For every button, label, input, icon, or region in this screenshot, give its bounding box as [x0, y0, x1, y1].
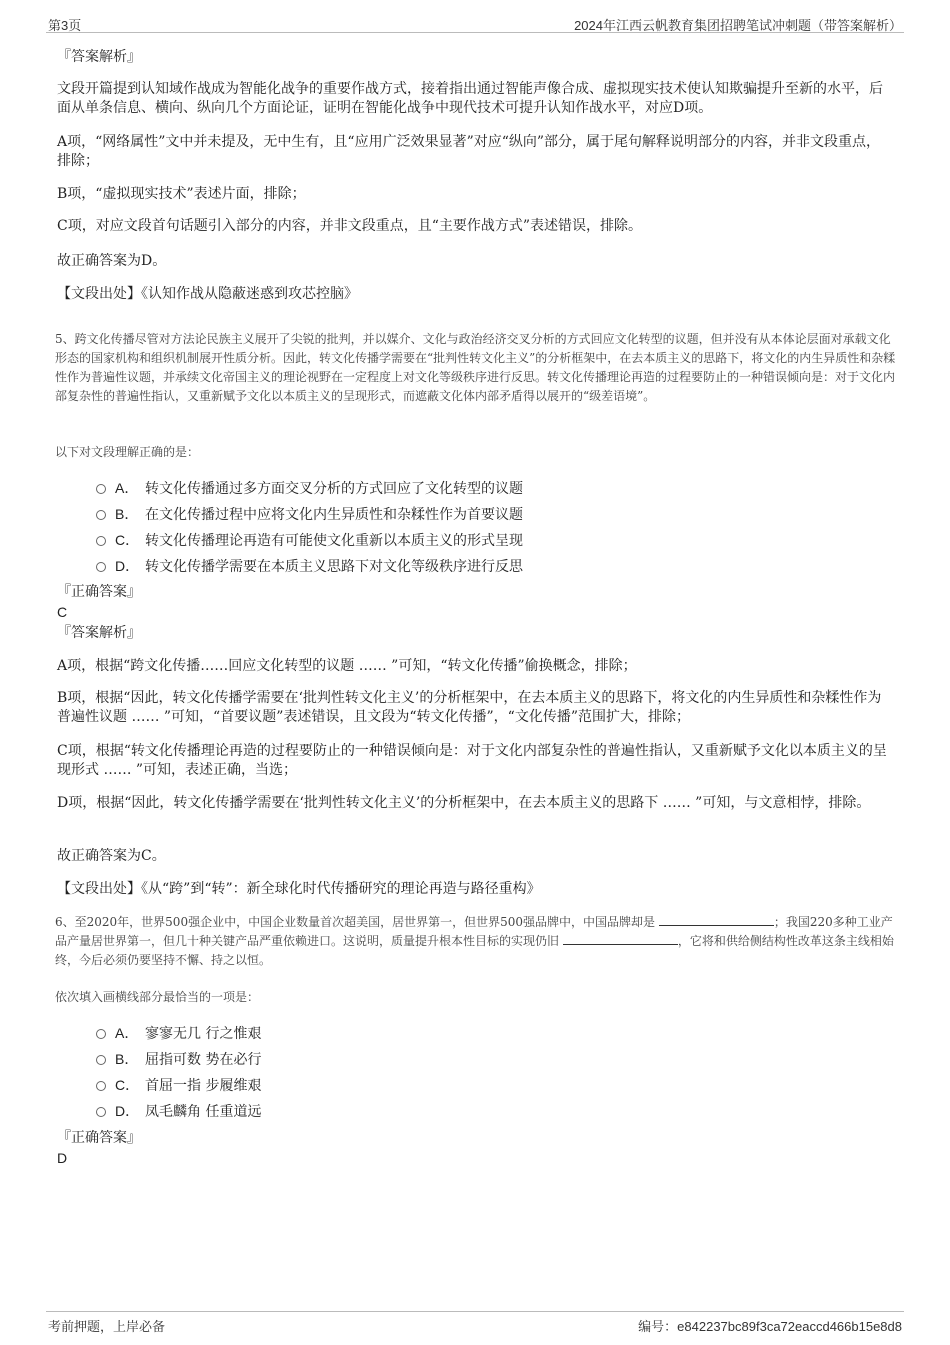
q5-option-b[interactable]: B． 在文化传播过程中应将文化内生异质性和杂糅性作为首要议题: [96, 504, 523, 525]
q6-stem: 6、至2020年，世界500强企业中，中国企业数量首次超美国，居世界第一，但世界500强品牌中，中国品牌却是 ；我国220多种工业产品产量居世界第一，但几十种关键产品严重依赖进口。这说明，质量提升根本性目标的实现仍旧 ，它将和供给侧结构性改革这条主线相始终，今后必须仍要坚持不懈、持之以恒。: [55, 915, 894, 967]
q5-stem: 5、跨文化传播尽管对方法论民族主义展开了尖锐的批判，并以媒介、文化与政治经济交叉分析的方式回应文化转型的议题，但并没有从本体论层面对承载文化形态的国家机构和组织机制展开性质分析。因此，转文化传播学需要在“批判性转文化主义”的分析框架中，在去本质主义的思路下，将文化的内生异质性和杂糅性作为普遍性议题，并承续文化帝国主义的理论视野在一定程度上对文化等级秩序进行反思。转文化传播理论再造的过程要防止的一种错误倾向是：对于文化内部复杂性的普遍性指认，又重新赋予文化以本质主义的呈现形式，而遮蔽文化体内部矛盾得以展开的“级差语境”。: [55, 332, 896, 403]
q6-option-d[interactable]: D． 凤毛麟角 任重道远: [96, 1101, 261, 1122]
q5-analysis-d: D项，根据“因此，转文化传播学需要在‘批判性转文化主义’的分析框架中，在去本质主义的思路下 …… ”可知，与文意相悖，排除。: [57, 795, 871, 811]
q5-option-d[interactable]: D． 转文化传播学需要在本质主义思路下对文化等级秩序进行反思: [96, 556, 523, 577]
q5-analysis-label: 『答案解析』: [57, 625, 141, 641]
q6-option-a[interactable]: A． 寥寥无几 行之惟艰: [96, 1023, 261, 1044]
q4-conclusion: 故正确答案为D。: [57, 253, 167, 269]
q6-option-b[interactable]: B． 屈指可数 势在必行: [96, 1049, 261, 1070]
q5-option-a[interactable]: A． 转文化传播通过多方面交叉分析的方式回应了文化转型的议题: [96, 478, 523, 499]
document-title: 2024年江西云帆教育集团招聘笔试冲刺题（带答案解析）: [574, 18, 902, 33]
q5-analysis-b: B项，根据“因此，转文化传播学需要在‘批判性转文化主义’的分析框架中，在去本质主义的思路下，将文化的内生异质性和杂糅性作为普遍性议题 …… ”可知，“首要议题”表述错误，且文段为“转文化传播”，“文化传播”范围扩大，排除；: [57, 690, 882, 725]
q6-question: 依次填入画横线部分最恰当的一项是：: [55, 990, 260, 1004]
document-id: 编号：e842237bc89f3ca72eaccd466b15e8d8: [638, 1319, 902, 1334]
footer-slogan: 考前押题，上岸必备: [48, 1319, 166, 1334]
q4-analysis-b: B项，“虚拟现实技术”表述片面，排除；: [57, 186, 306, 202]
radio-icon[interactable]: [96, 1107, 106, 1117]
page-number: 第3页: [48, 18, 82, 33]
q5-question: 以下对文段理解正确的是：: [55, 445, 200, 459]
q5-option-c[interactable]: C． 转文化传播理论再造有可能使文化重新以本质主义的形式呈现: [96, 530, 523, 551]
q6-answer-label: 『正确答案』: [57, 1130, 141, 1146]
radio-icon[interactable]: [96, 1055, 106, 1065]
radio-icon[interactable]: [96, 1029, 106, 1039]
radio-icon[interactable]: [96, 1081, 106, 1091]
q5-answer: C: [57, 604, 68, 620]
q4-analysis-main: 文段开篇提到认知域作战成为智能化战争的重要作战方式，接着指出通过智能声像合成、虚拟现实技术使认知欺骗提升至新的水平，后面从单条信息、横向、纵向几个方面论证，证明在智能化战争中现代技术可提升认知作战水平，对应D项。: [57, 81, 883, 116]
fill-blank-2[interactable]: [563, 932, 678, 945]
radio-icon[interactable]: [96, 562, 106, 572]
q5-analysis-a: A项，根据“跨文化传播……回应文化转型的议题 …… ”可知，“转文化传播”偷换概念，排除；: [57, 658, 637, 674]
page-header: [46, 12, 904, 33]
q6-option-c[interactable]: C． 首屈一指 步履维艰: [96, 1075, 261, 1096]
q4-analysis-a: A项，“网络属性”文中并未提及，无中生有，且“应用广泛效果显著”对应“纵向”部分，属于尾句解释说明部分的内容，并非文段重点，排除；: [57, 134, 881, 169]
q4-analysis-c: C项，对应文段首句话题引入部分的内容，并非文段重点，且“主要作战方式”表述错误，排除。: [57, 218, 643, 234]
q4-source: 【文段出处】《认知作战从隐蔽迷惑到攻芯控脑》: [57, 286, 358, 302]
radio-icon[interactable]: [96, 536, 106, 546]
q4-analysis-label: 『答案解析』: [57, 49, 141, 65]
radio-icon[interactable]: [96, 510, 106, 520]
q5-answer-label: 『正确答案』: [57, 584, 141, 600]
fill-blank-1[interactable]: [659, 913, 774, 926]
q6-answer: D: [57, 1150, 68, 1166]
q5-source: 【文段出处】《从“跨”到“转”：新全球化时代传播研究的理论再造与路径重构》: [57, 881, 541, 897]
radio-icon[interactable]: [96, 484, 106, 494]
page-footer: [46, 1311, 904, 1336]
q5-conclusion: 故正确答案为C。: [57, 848, 166, 864]
q5-analysis-c: C项，根据“转文化传播理论再造的过程要防止的一种错误倾向是：对于文化内部复杂性的普遍性指认，又重新赋予文化以本质主义的呈现形式 …… ”可知，表述正确，当选；: [57, 743, 887, 778]
